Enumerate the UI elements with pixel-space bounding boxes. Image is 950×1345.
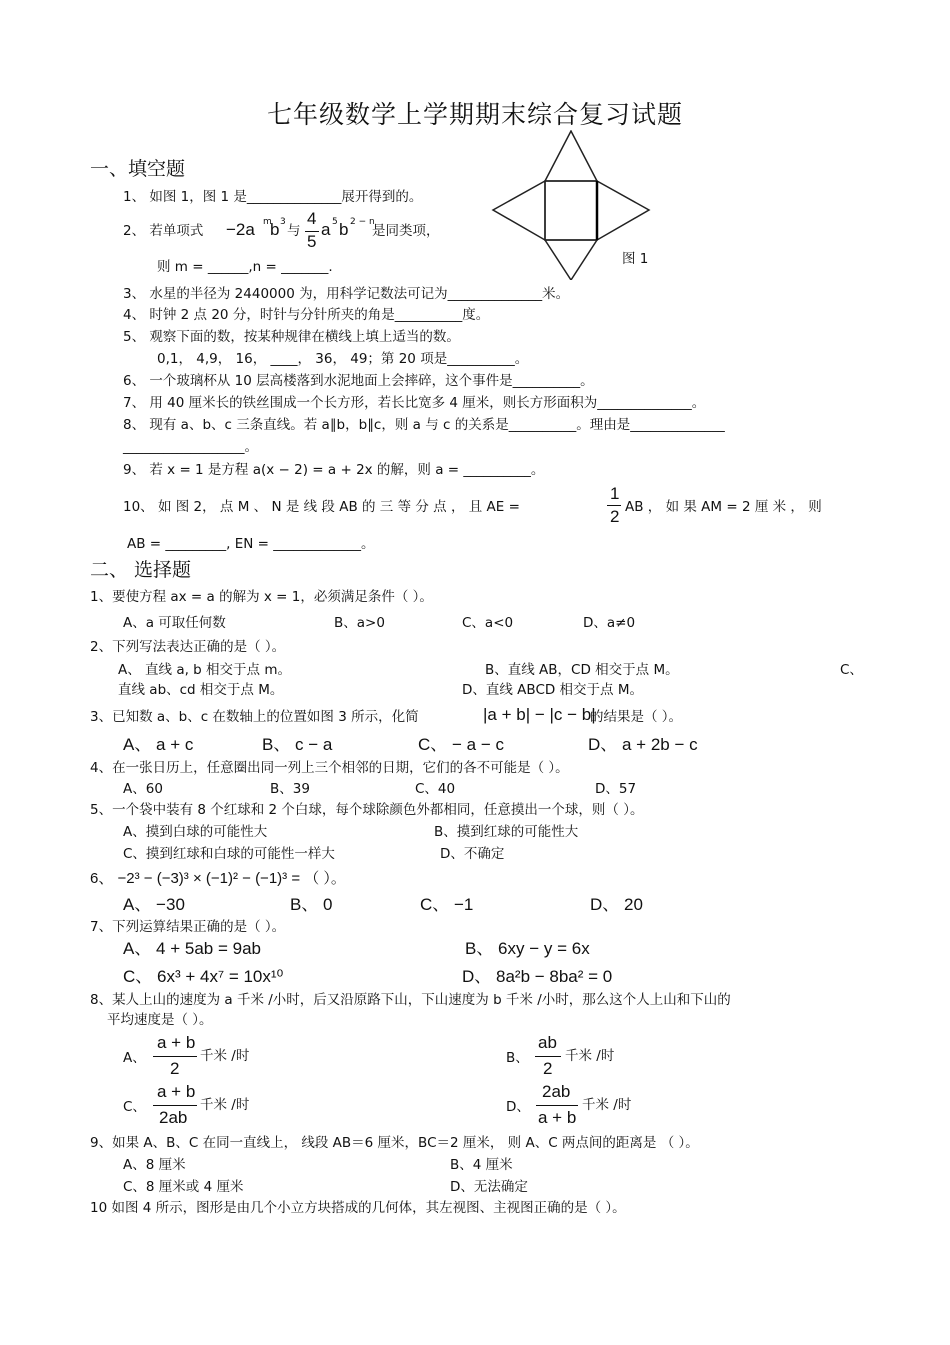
fill-q10-end: AB ， 如 果 AM = 2 厘 米 ， 则 [625,499,822,515]
choice-q2: 2、下列写法表达正确的是（ ）。 [90,639,286,655]
fill-q2-b: b [270,220,280,239]
choice-q3-option-b: B、 c − a [262,735,333,754]
fill-q5-sequence: 0,1， 4,9， 16， ____， 36， 49；第 20 项是__________。 [157,351,529,367]
choice-q8-option-a-den: 2 [170,1059,180,1078]
choice-q9-option-b: B、4 厘米 [450,1157,513,1173]
choice-q2-option-d: D、直线 ABCD 相交于点 M。 [462,682,643,698]
fill-q2-frac-den: 5 [307,232,317,251]
choice-q8-option-b-den: 2 [543,1059,553,1078]
fraction-bar [607,505,621,506]
fill-q2-tail: 是同类项， [372,223,440,239]
fraction-bar [153,1056,197,1057]
choice-q9: 9、如果 A、B、C 在同一直线上， 线段 AB＝6 厘米，BC＝2 厘米， 则 A、C 两点间的距离是 （ ）。 [90,1135,699,1151]
choice-q6: 6、 −2³ − (−3)³ × (−1)² − (−1)³ = （ ）。 [90,870,346,887]
fill-q6: 6、 一个玻璃杯从 10 层高楼落到水泥地面上会摔碎，这个事件是__________。 [123,373,594,389]
fraction-bar [153,1105,197,1106]
choice-q5-option-c: C、摸到红球和白球的可能性一样大 [123,846,335,862]
choice-q8-option-b-unit: 千米 /时 [565,1048,615,1064]
fill-q10-frac-den: 2 [610,507,620,526]
choice-q6-option-d: D、 20 [590,895,643,914]
choice-q4-option-d: D、57 [595,781,637,797]
fill-q10-start: 10、 如 图 2， 点 M 、 N 是 线 段 AB 的 三 等 分 点 ， 且 AE = [123,499,520,515]
choice-q5-option-d: D、不确定 [440,846,505,862]
choice-q1-option-d: D、a≠0 [583,615,636,631]
choice-q4-option-a: A、60 [123,781,163,797]
choice-q8-option-d-mark: D、 [506,1099,530,1115]
choice-q9-option-c: C、8 厘米或 4 厘米 [123,1179,244,1195]
fill-q5: 5、 观察下面的数，按某种规律在横线上填上适当的数。 [123,329,460,345]
choice-q5-option-a: A、摸到白球的可能性大 [123,824,268,840]
section-fill-heading: 一、填空题 [90,158,186,180]
choice-q8-option-c-den: 2ab [159,1108,188,1127]
fill-q4: 4、 时钟 2 点 20 分，时针与分针所夹的角是__________度。 [123,307,490,323]
choice-q10: 10 如图 4 所示，图形是由几个小立方块搭成的几何体，其左视图、主视图正确的是（ ）。 [90,1200,626,1216]
choice-q2-option-c-mark: C、 [840,662,863,678]
fraction-bar [535,1056,561,1057]
choice-q6-option-c: C、 −1 [420,895,474,914]
fill-q10-answer: AB = _________, EN = _____________。 [127,536,375,552]
fill-q2-exp-3: 3 [280,217,286,227]
choice-q4: 4、在一张日历上，任意圈出同一列上三个相邻的日期，它们的各不可能是（ ）。 [90,760,569,776]
choice-q8-option-b-mark: B、 [506,1050,529,1066]
choice-q9-option-d: D、无法确定 [450,1179,528,1195]
fill-q2-a: a [321,220,331,239]
choice-q2-option-b: B、直线 AB，CD 相交于点 M。 [485,662,679,678]
choice-q8-option-c-mark: C、 [123,1099,146,1115]
choice-q3-start: 3、已知数 a、b、c 在数轴上的位置如图 3 所示，化简 [90,709,419,725]
choice-q1-option-c: C、a<0 [462,615,514,631]
net-top-triangle [545,131,597,181]
choice-q3-option-c: C、 − a − c [418,735,504,754]
fill-q3: 3、 水星的半径为 2440000 为，用科学记数法可记为______________米。 [123,286,570,302]
fill-q2-term1: −2a [226,220,255,239]
net-left-triangle [493,181,545,240]
fill-q7: 7、 用 40 厘米长的铁丝围成一个长方形，若长比宽多 4 厘米，则长方形面积为______________。 [123,395,706,411]
choice-q4-option-b: B、39 [270,781,310,797]
choice-q2-option-a: A、 直线 a, b 相交于点 m。 [118,662,291,678]
choice-q1-option-b: B、a>0 [334,615,385,631]
fill-q8-continued: __________________。 [123,439,258,455]
choice-q4-option-c: C、40 [415,781,456,797]
choice-q8-option-c-unit: 千米 /时 [200,1097,250,1113]
figure-1-label: 图 1 [622,251,649,267]
fill-q2-frac-num: 4 [307,209,317,228]
choice-q6-option-a: A、 −30 [123,895,185,914]
choice-q9-option-a: A、8 厘米 [123,1157,186,1173]
section-choice-heading: 二、 选择题 [90,559,192,581]
fill-q8: 8、 现有 a、b、c 三条直线。若 a∥b，b∥c，则 a 与 c 的关系是__________。理由是______________ [123,417,725,433]
fill-q2-answer: 则 m = ______,n = _______. [157,259,333,275]
choice-q7-option-d: D、 8a²b − 8ba² = 0 [462,967,613,986]
choice-q3-end: 的结果是（ ）。 [590,709,683,725]
fill-q9: 9、 若 x = 1 是方程 a(x − 2) = a + 2x 的解，则 a = __________。 [123,462,545,478]
fill-q2-and: 与 [287,223,301,239]
fill-q2-b2: b [339,220,349,239]
page-title: 七年级数学上学期期末综合复习试题 [266,100,683,129]
net-square-base [545,181,597,240]
choice-q7-option-b: B、 6xy − y = 6x [465,939,590,958]
choice-q8-option-a-num: a + b [157,1033,196,1052]
choice-q7: 7、下列运算结果正确的是（ ）。 [90,919,286,935]
choice-q1: 1、要使方程 ax = a 的解为 x = 1，必须满足条件（ ）。 [90,589,433,605]
choice-q2-option-c: 直线 ab、cd 相交于点 M。 [118,682,284,698]
fill-q2-exp-2n: 2 − n [350,217,375,227]
choice-q3-option-a: A、 a + c [123,735,194,754]
net-right-triangle [597,181,649,240]
choice-q3-option-d: D、 a + 2b − c [588,735,698,754]
choice-q6-option-b: B、 0 [290,895,333,914]
choice-q8-option-a-mark: A、 [123,1050,146,1066]
fraction-bar [536,1105,578,1106]
choice-q8-option-d-unit: 千米 /时 [582,1097,632,1113]
choice-q8-continued: 平均速度是（ ）。 [107,1012,213,1028]
choice-q8: 8、某人上山的速度为 a 千米 /小时，后又沿原路下山，下山速度为 b 千米 /小时，那么这个人上山和下山的 [90,992,731,1008]
choice-q3-expression: |a + b| − |c − b| [483,705,596,724]
choice-q8-option-d-den: a + b [538,1108,577,1127]
fill-q2-exp-5: 5 [332,217,338,227]
choice-q5-option-b: B、摸到红球的可能性大 [434,824,579,840]
choice-q8-option-b-num: ab [538,1033,557,1052]
fill-q2-label: 2、 若单项式 [123,223,204,239]
choice-q1-option-a: A、a 可取任何数 [123,615,226,631]
choice-q8-option-a-unit: 千米 /时 [200,1048,250,1064]
net-bottom-triangle [545,240,597,280]
choice-q5: 5、一个袋中装有 8 个红球和 2 个白球，每个球除颜色外都相同，任意摸出一个球，则（ ）。 [90,802,644,818]
choice-q8-option-d-num: 2ab [542,1082,571,1101]
fill-q1: 1、 如图 1，图 1 是______________展开得到的。 [123,189,423,205]
choice-q8-option-c-num: a + b [157,1082,196,1101]
choice-q7-option-a: A、 4 + 5ab = 9ab [123,939,261,958]
fill-q10-frac-num: 1 [610,484,620,503]
fill-q2-exp-m: m [263,217,272,227]
choice-q7-option-c: C、 6x³ + 4x⁷ = 10x¹⁰ [123,967,284,986]
